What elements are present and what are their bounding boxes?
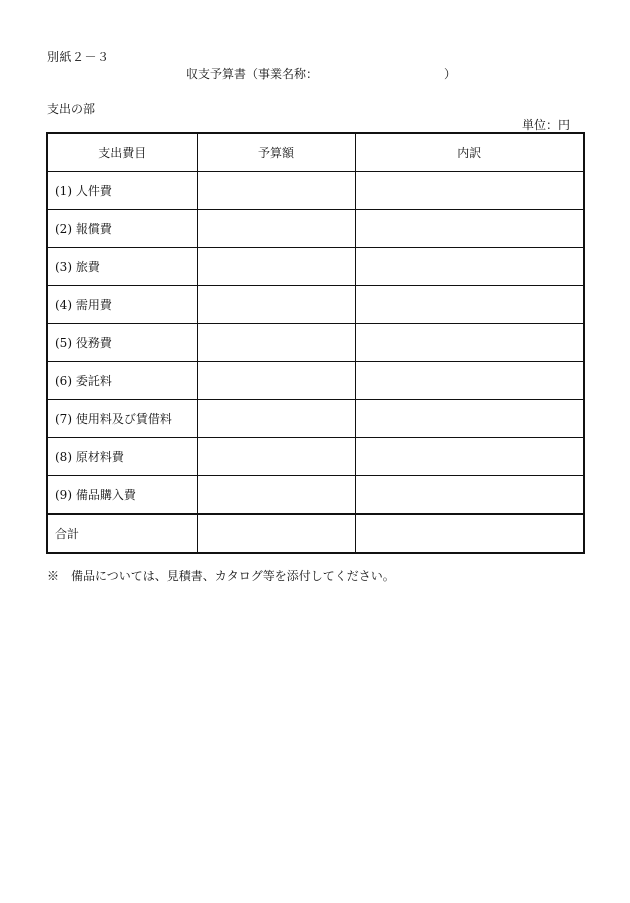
document-label: 別紙２－３ <box>47 50 110 64</box>
unit-label: 単位：円 <box>521 118 570 132</box>
attachment-note: ※ 備品については、見積書、カタログ等を添付してください。 <box>47 569 395 583</box>
breakdown-cell[interactable] <box>355 438 584 476</box>
total-row <box>47 514 584 553</box>
expense-item-cell: (1) 人件費 <box>47 172 197 210</box>
total-amount-cell[interactable] <box>197 514 355 553</box>
breakdown-cell[interactable] <box>355 286 584 324</box>
budget-amount-cell[interactable] <box>197 210 355 248</box>
breakdown-cell[interactable] <box>355 476 584 515</box>
table-row <box>47 400 584 438</box>
table-row <box>47 172 584 210</box>
table-row <box>47 248 584 286</box>
total-label-cell: 合計 <box>47 514 197 553</box>
budget-amount-cell[interactable] <box>197 362 355 400</box>
breakdown-cell[interactable] <box>355 248 584 286</box>
expense-item-cell: (3) 旅費 <box>47 248 197 286</box>
total-breakdown-cell[interactable] <box>355 514 584 553</box>
breakdown-cell[interactable] <box>355 324 584 362</box>
expense-item-cell: (5) 役務費 <box>47 324 197 362</box>
expense-item-cell: (9) 備品購入費 <box>47 476 197 515</box>
table-row <box>47 324 584 362</box>
header-budget-amount: 予算額 <box>197 133 355 172</box>
expense-item-cell: (8) 原材料費 <box>47 438 197 476</box>
section-title: 支出の部 <box>47 102 96 116</box>
document-title: 収支予算書（事業名称： ） <box>186 67 457 81</box>
budget-amount-cell[interactable] <box>197 248 355 286</box>
breakdown-cell[interactable] <box>355 210 584 248</box>
budget-amount-cell[interactable] <box>197 400 355 438</box>
budget-amount-cell[interactable] <box>197 476 355 515</box>
budget-table <box>46 132 585 554</box>
breakdown-cell[interactable] <box>355 172 584 210</box>
table-row <box>47 362 584 400</box>
budget-amount-cell[interactable] <box>197 324 355 362</box>
breakdown-cell[interactable] <box>355 362 584 400</box>
header-breakdown: 内訳 <box>355 133 584 172</box>
budget-amount-cell[interactable] <box>197 438 355 476</box>
header-expense-item: 支出費目 <box>47 133 197 172</box>
table-row <box>47 286 584 324</box>
table-header-row <box>47 133 584 172</box>
expense-item-cell: (2) 報償費 <box>47 210 197 248</box>
budget-amount-cell[interactable] <box>197 286 355 324</box>
table-row <box>47 210 584 248</box>
budget-amount-cell[interactable] <box>197 172 355 210</box>
expense-item-cell: (7) 使用料及び賃借料 <box>47 400 197 438</box>
breakdown-cell[interactable] <box>355 400 584 438</box>
table-row <box>47 438 584 476</box>
table-row <box>47 476 584 515</box>
expense-item-cell: (4) 需用費 <box>47 286 197 324</box>
expense-item-cell: (6) 委託料 <box>47 362 197 400</box>
